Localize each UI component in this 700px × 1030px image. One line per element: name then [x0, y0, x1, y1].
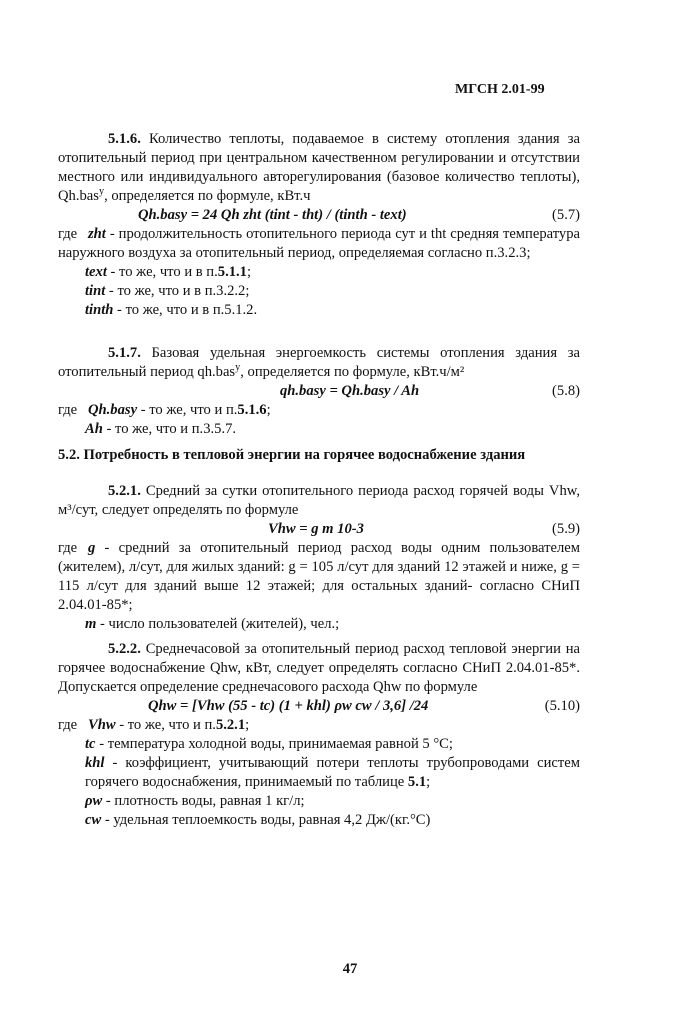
symbol: zht: [88, 226, 106, 242]
definition-end: ;: [266, 402, 271, 418]
definition: [58, 615, 580, 634]
paragraph-5-1-7: [58, 344, 580, 382]
definition: [58, 716, 580, 735]
definition: [58, 754, 580, 792]
paragraph-text: Среднечасовой за отопительный период расход тепловой энергии на горячее водоснабжение Qhw, кВт, следует определять согласно СНиП 2.04.01-85*. Допускается определение среднечасового расхода Qhw по формуле: [58, 641, 580, 695]
symbol: text: [85, 264, 107, 280]
where-label: где: [58, 717, 78, 733]
definition-end: ;: [246, 264, 252, 280]
superscript: y: [98, 186, 105, 198]
symbol: tint: [85, 283, 106, 299]
definition-text: - удельная теплоемкость воды, равная 4,2 Дж/(кг.°С): [101, 812, 431, 828]
definition-text: - то же, что и п.: [115, 717, 216, 733]
formula-5-7: Qh.basy = 24 Qh zht (tint - tht) / (tinth - text): [138, 207, 407, 223]
definition: [58, 735, 580, 754]
equation-number: (5.9): [552, 521, 580, 537]
definition: [58, 301, 580, 320]
formula-5-7-row: [58, 206, 580, 225]
symbol: m: [85, 616, 97, 632]
section-5-2-1: [58, 482, 580, 634]
clause-ref: 5.1.6: [237, 402, 267, 418]
definition: [58, 263, 580, 282]
definition-text: - то же, что и в п.3.2.2;: [105, 283, 250, 299]
symbol: Vhw: [88, 717, 116, 733]
definition-text: - то же, что и п.: [137, 402, 238, 418]
clause-ref: 5.1.1: [217, 264, 247, 280]
paragraph-tail: , определяется по формуле, кВт.ч/м²: [240, 364, 465, 380]
definition-text: - продолжительность отопительного периода сут и tht средняя температура наружного воздуха за отопительный период, определяемая согласно п.3.2.3;: [58, 226, 580, 261]
section-5-1-7: [58, 344, 580, 439]
paragraph-text: Базовая удельная энергоемкость системы отопления здания за отопительный период qh.bas: [58, 345, 580, 380]
section-5-1-6: [58, 130, 580, 320]
definition: [58, 282, 580, 301]
where-label: где: [58, 226, 78, 242]
definition-text: - то же, что и в п.: [106, 264, 218, 280]
equation-number: (5.7): [552, 207, 580, 223]
definition-text: - коэффициент, учитывающий потери теплоты трубопроводами систем горячего водоснабжения, принимаемый по таблице: [85, 755, 580, 790]
document-code: МГСН 2.01-99: [455, 82, 545, 97]
clause-number: 5.2.1.: [108, 483, 141, 499]
definition: [58, 420, 580, 439]
formula-5-10: Qhw = [Vhw (55 - tc) (1 + khl) ρw cw / 3,6] /24: [148, 698, 429, 714]
equation-number: (5.8): [552, 383, 580, 399]
definition-end: ;: [426, 774, 431, 790]
symbol: tc: [85, 736, 96, 752]
paragraph-text: Средний за сутки отопительного периода расход горячей воды Vhw, м³/сут, следует определять по формуле: [58, 483, 580, 518]
paragraph-5-2-2: [58, 640, 580, 697]
symbol: Ah: [85, 421, 103, 437]
definition-text: - температура холодной воды, принимаемая равной 5 °С;: [95, 736, 453, 752]
definition: [58, 792, 580, 811]
definition-text: - то же, что и п.3.5.7.: [102, 421, 237, 437]
formula-5-8: qh.basy = Qh.basy / Ah: [280, 383, 420, 399]
definition: [58, 811, 580, 830]
formula-5-10-row: [58, 697, 580, 716]
section-title-5-2: 5.2. Потребность в тепловой энергии на горячее водоснабжение здания: [58, 447, 526, 463]
clause-ref: 5.2.1: [215, 717, 246, 733]
paragraph-5-2-1: [58, 482, 580, 520]
symbol: Qh.basy: [88, 402, 138, 418]
formula-5-8-row: [58, 382, 580, 401]
definition: [58, 539, 580, 615]
clause-number: 5.1.7.: [108, 345, 141, 361]
section-5-2-2: [58, 640, 580, 830]
formula-5-9-row: [58, 520, 580, 539]
symbol: khl: [85, 755, 105, 771]
definition-end: ;: [245, 717, 250, 733]
definition-text: - средний за отопительный период расход воды одним пользователем (жителем), л/сут, для жилых зданий: g = 105 л/сут для зданий 12 этажей и ниже, g = 115 л/сут для зданий выше 12 этажей; для остальных зданий- согласно СНиП 2.04.01-85*;: [58, 540, 580, 613]
definition-text: - то же, что и в п.5.1.2.: [113, 302, 258, 318]
page-number: 47: [342, 961, 358, 977]
definition-text: - плотность воды, равная 1 кг/л;: [102, 793, 305, 809]
superscript: y: [235, 362, 241, 374]
definition: [58, 401, 580, 420]
clause-ref: 5.1: [407, 774, 427, 790]
symbol: tinth: [85, 302, 114, 318]
definition: [58, 225, 580, 263]
clause-number: 5.2.2.: [108, 641, 141, 657]
equation-number: (5.10): [544, 698, 580, 714]
definition-text: - число пользователей (жителей), чел.;: [96, 616, 340, 632]
symbol: g: [88, 540, 96, 556]
where-label: где: [58, 402, 78, 418]
paragraph-5-1-6: [58, 130, 580, 206]
paragraph-tail: , определяется по формуле, кВт.ч: [104, 188, 311, 204]
symbol: cw: [85, 812, 102, 828]
where-label: где: [58, 540, 78, 556]
formula-5-9: Vhw = g m 10-3: [268, 521, 364, 537]
paragraph-text: Количество теплоты, подаваемое в систему отопления здания за отопительный период при центральном качественном регулировании и отсутствии местного или индивидуального авторегулирования (базовое количество теплоты), Qh.bas: [58, 131, 580, 204]
symbol: ρw: [85, 793, 103, 809]
clause-number: 5.1.6.: [108, 131, 141, 147]
